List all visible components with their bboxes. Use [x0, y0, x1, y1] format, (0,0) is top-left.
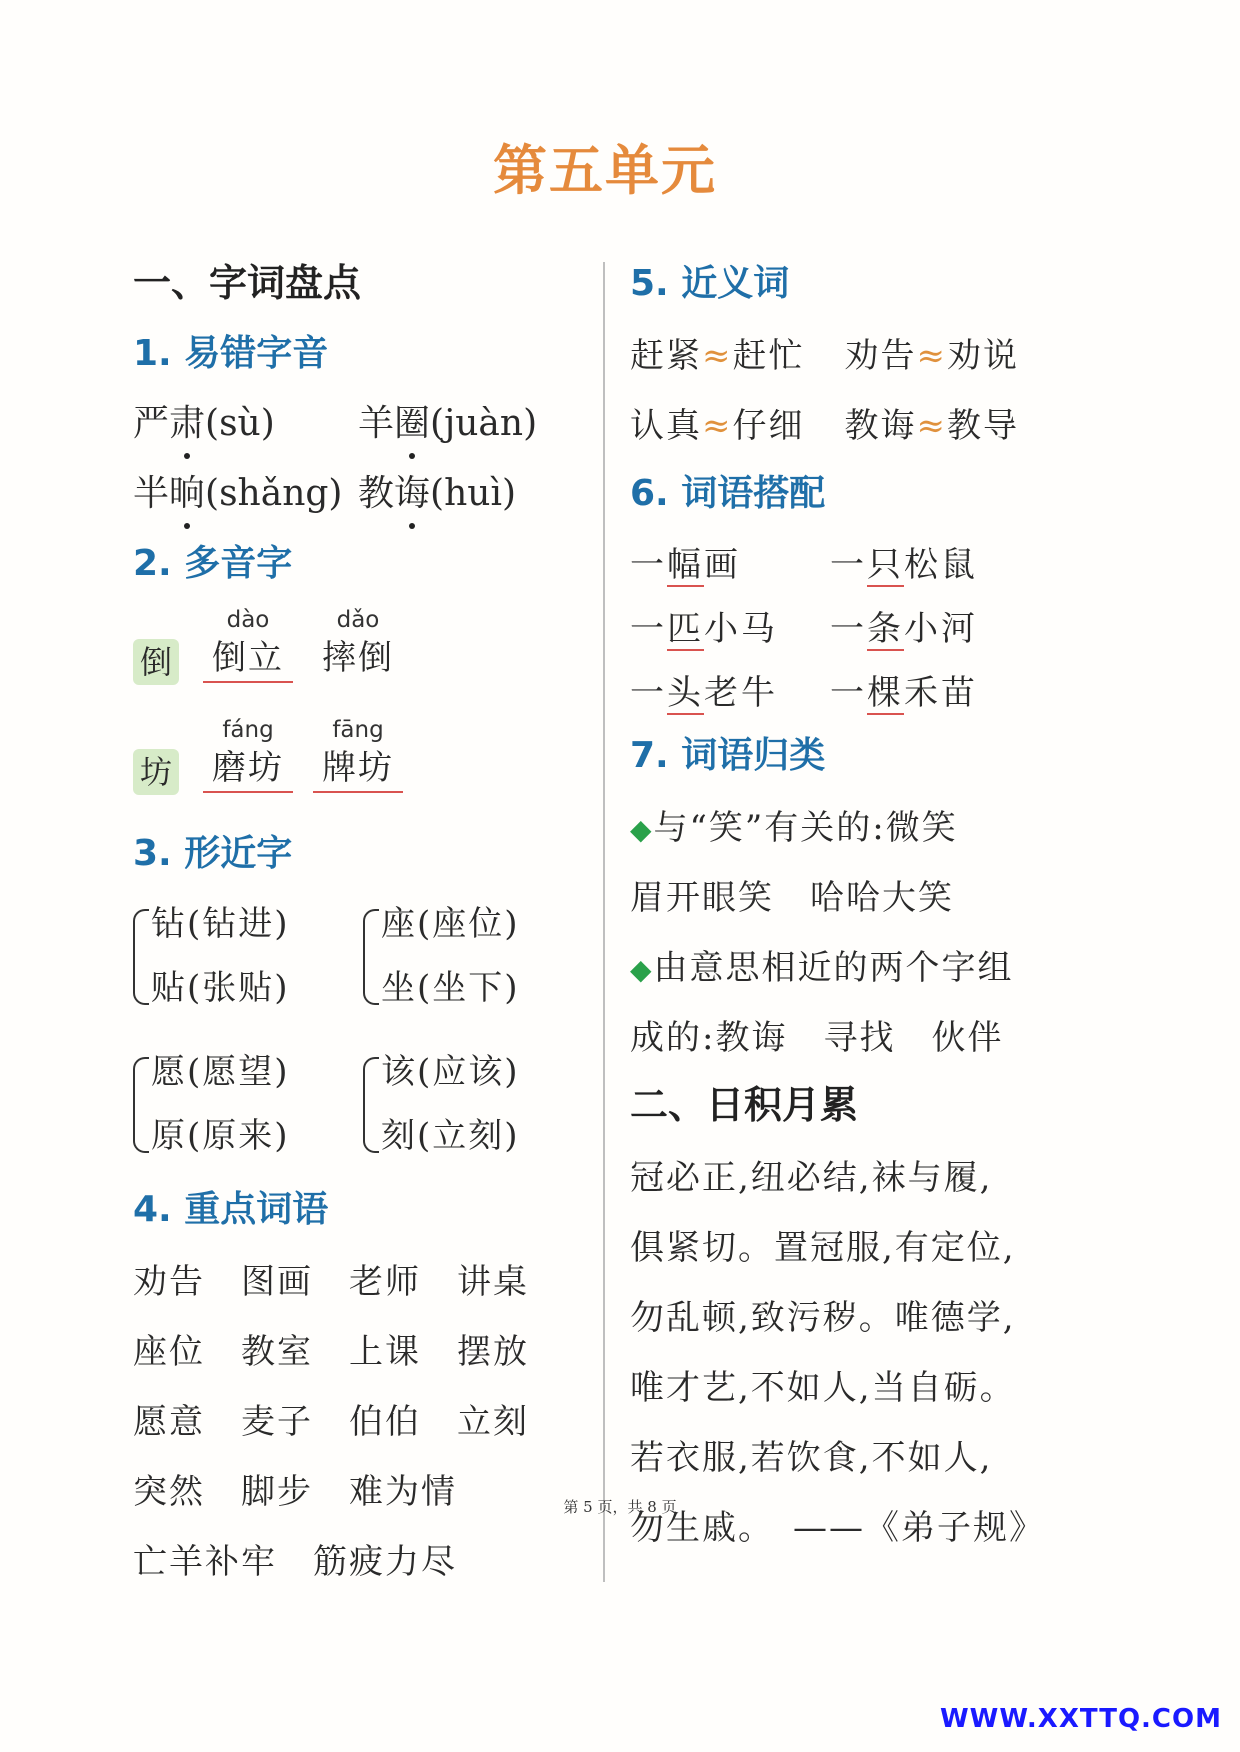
dotted-char: 诲 [394, 465, 430, 523]
dotted-char: 晌 [169, 465, 205, 523]
key-words-line: 劝告 图画 老师 讲桌 [133, 1262, 529, 1302]
polyphonic-item [133, 715, 583, 825]
collocation-row: 一匹小马 一条小河 [630, 609, 978, 649]
synonym-row: 赶紧≈赶忙 劝告≈劝说 [630, 336, 1019, 376]
poem-line: 唯才艺,不如人,当自砺。 [630, 1368, 1016, 1408]
similar-chars-grid [133, 895, 583, 1171]
green-diamond-icon: ◆ [630, 953, 654, 986]
approx-icon: ≈ [702, 336, 733, 376]
dotted-char: 圈 [394, 395, 430, 453]
section-heading-2: 二、日积月累 [630, 1083, 859, 1127]
subheading-collocation: 6. 词语搭配 [630, 473, 826, 514]
polyphonic-word: fáng 磨坊 [203, 715, 293, 793]
classification-line: ◆与“笑”有关的:微笑 [630, 808, 958, 848]
subheading-synonyms: 5. 近义词 [630, 263, 790, 304]
classification-line: 眉开眼笑 哈哈大笑 [630, 878, 954, 918]
brace-icon [133, 1057, 149, 1153]
poem-line: 俱紧切。置冠服,有定位, [630, 1228, 1016, 1268]
collocation-row: 一幅画 一只松鼠 [630, 545, 978, 585]
subheading-polyphonic: 2. 多音字 [133, 543, 293, 584]
page-title: 第五单元 [493, 138, 717, 202]
similar-char-pair: 钻(钻进) 贴(张贴) [133, 895, 363, 1023]
section-heading-1: 一、字词盘点 [133, 261, 362, 305]
approx-icon: ≈ [916, 336, 947, 376]
pronunciation-item: 教诲(huì) [358, 465, 583, 535]
highlighted-char: 倒 [133, 639, 179, 685]
subheading-pronunciation: 1. 易错字音 [133, 333, 329, 374]
polyphonic-word: dào 倒立 [203, 605, 293, 683]
column-divider [603, 262, 605, 1582]
page-footer: 第 5 页，共 8 页 [563, 1498, 677, 1516]
collocation-row: 一头老牛 一棵禾苗 [630, 673, 978, 713]
subheading-classification: 7. 词语归类 [630, 735, 826, 776]
pronunciation-row [133, 465, 583, 535]
green-diamond-icon: ◆ [630, 813, 654, 846]
brace-icon [133, 909, 149, 1005]
watermark[interactable]: WWW.XXTTQ.COM [940, 1704, 1222, 1734]
pronunciation-item: 半晌(shǎng) [133, 465, 358, 535]
pronunciation-row [133, 395, 583, 465]
synonym-row: 认真≈仔细 教诲≈教导 [630, 406, 1019, 446]
classification-line: 成的:教诲 寻找 伙伴 [630, 1018, 1004, 1058]
dotted-char: 肃 [169, 395, 205, 453]
poem-line: 勿乱顿,致污秽。唯德学, [630, 1298, 1016, 1338]
polyphonic-word: fāng 牌坊 [313, 715, 403, 793]
approx-icon: ≈ [702, 406, 733, 446]
poem-line: 冠必正,纽必结,袜与履, [630, 1158, 993, 1198]
key-words-line: 愿意 麦子 伯伯 立刻 [133, 1402, 529, 1442]
brace-icon [363, 1057, 379, 1153]
left-column [133, 255, 583, 1601]
brace-icon [363, 909, 379, 1005]
key-words-line: 亡羊补牢 筋疲力尽 [133, 1542, 457, 1582]
poem-line: 若衣服,若饮食,不如人, [630, 1438, 993, 1478]
classification-line: ◆由意思相近的两个字组 [630, 948, 1014, 988]
pronunciation-item: 羊圈(juàn) [358, 395, 583, 465]
poem-line: 勿生戚。 ——《弟子规》 [630, 1508, 1045, 1548]
pronunciation-item: 严肃(sù) [133, 395, 358, 465]
similar-char-pair: 该(应该) 刻(立刻) [363, 1043, 593, 1171]
key-words-line: 突然 脚步 难为情 [133, 1472, 457, 1512]
polyphonic-item [133, 605, 583, 715]
approx-icon: ≈ [916, 406, 947, 446]
highlighted-char: 坊 [133, 749, 179, 795]
subheading-similar-chars: 3. 形近字 [133, 833, 293, 874]
similar-char-pair: 座(座位) 坐(坐下) [363, 895, 593, 1023]
subheading-key-words: 4. 重点词语 [133, 1189, 329, 1230]
similar-char-pair: 愿(愿望) 原(原来) [133, 1043, 363, 1171]
polyphonic-word: dǎo 摔倒 [322, 607, 394, 678]
key-words-line: 座位 教室 上课 摆放 [133, 1332, 529, 1372]
right-column [630, 255, 1090, 1567]
